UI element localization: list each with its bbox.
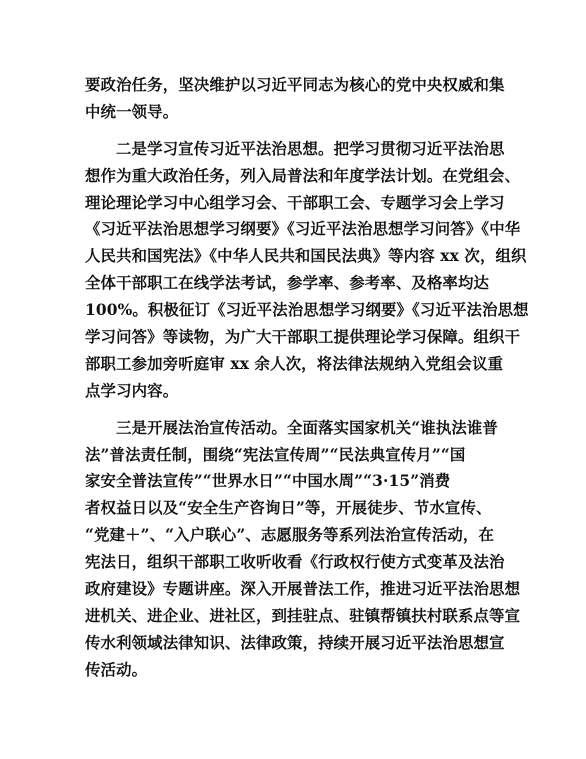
text-line: 进机关、进企业、进社区，到挂驻点、驻镇帮镇扶村联系点等宣: [85, 606, 521, 625]
text-line: 学习问答》等读物，为广大干部职工提供理论学习保障。组织干: [85, 328, 521, 347]
text-line: 要政治任务，坚决维护以习近平同志为核心的党中央权威和集: [85, 76, 505, 94]
text-line: 部职工参加旁听庭审 xx 余人次，将法律法规纳入党组会议重: [85, 354, 504, 373]
paragraph-legal-publicity: [85, 415, 521, 684]
text-line: 中统一领导。: [85, 102, 179, 121]
text-line: 人民共和国宪法》《中华人民共和国民法典》等内容 xx 次，组织: [85, 247, 527, 266]
text-line: 者权益日以及“安全生产咨询日”等，开展徒步、节水宣传、: [85, 499, 492, 518]
text-line: 理论理论学习中心组学习会、干部职工会、专题学习会上学习: [85, 193, 505, 212]
text-line: 传活动。: [85, 660, 148, 679]
text-line: 法”普法责任制，围绕“宪法宣传周”“民法典宣传月”“国: [85, 445, 466, 464]
text-line: 传水利领域法律知识、法律政策，持续开展习近平法治思想宣: [85, 633, 505, 652]
text-line: 点学习内容。: [85, 381, 179, 400]
text-line: 二是学习宣传习近平法治思想。把学习贯彻习近平法治思: [116, 139, 505, 158]
document-body: [85, 72, 529, 684]
text-line: 政府建设》专题讲座。深入开展普法工作，推进习近平法治思想: [85, 580, 521, 599]
text-line: 全体干部职工在线学法考试，参学率、参考率、及格率均达: [85, 274, 490, 293]
paragraph-study-rule-of-law: [85, 136, 529, 405]
text-line: 《习近平法治思想学习纲要》《习近平法治思想学习问答》《中华: [85, 220, 521, 239]
text-line: 三是开展法治宣传活动。全面落实国家机关“谁执法谁普: [116, 418, 498, 437]
text-line: 家安全普法宣传”“世界水日”“中国水周”“3·15”消费: [85, 472, 451, 491]
text-line: 宪法日，组织干部职工收听收看《行政权行使方式变革及法治: [85, 553, 505, 572]
text-line: 100%。积极征订《习近平法治思想学习纲要》《习近平法治思想: [85, 301, 529, 320]
text-line: 想作为重大政治任务，列入局普法和年度学法计划。在党组会、: [85, 166, 521, 185]
text-line: “党建＋”、“入户联心”、志愿服务等系列法治宣传活动，在: [85, 526, 494, 545]
paragraph-political-task: [85, 72, 515, 126]
